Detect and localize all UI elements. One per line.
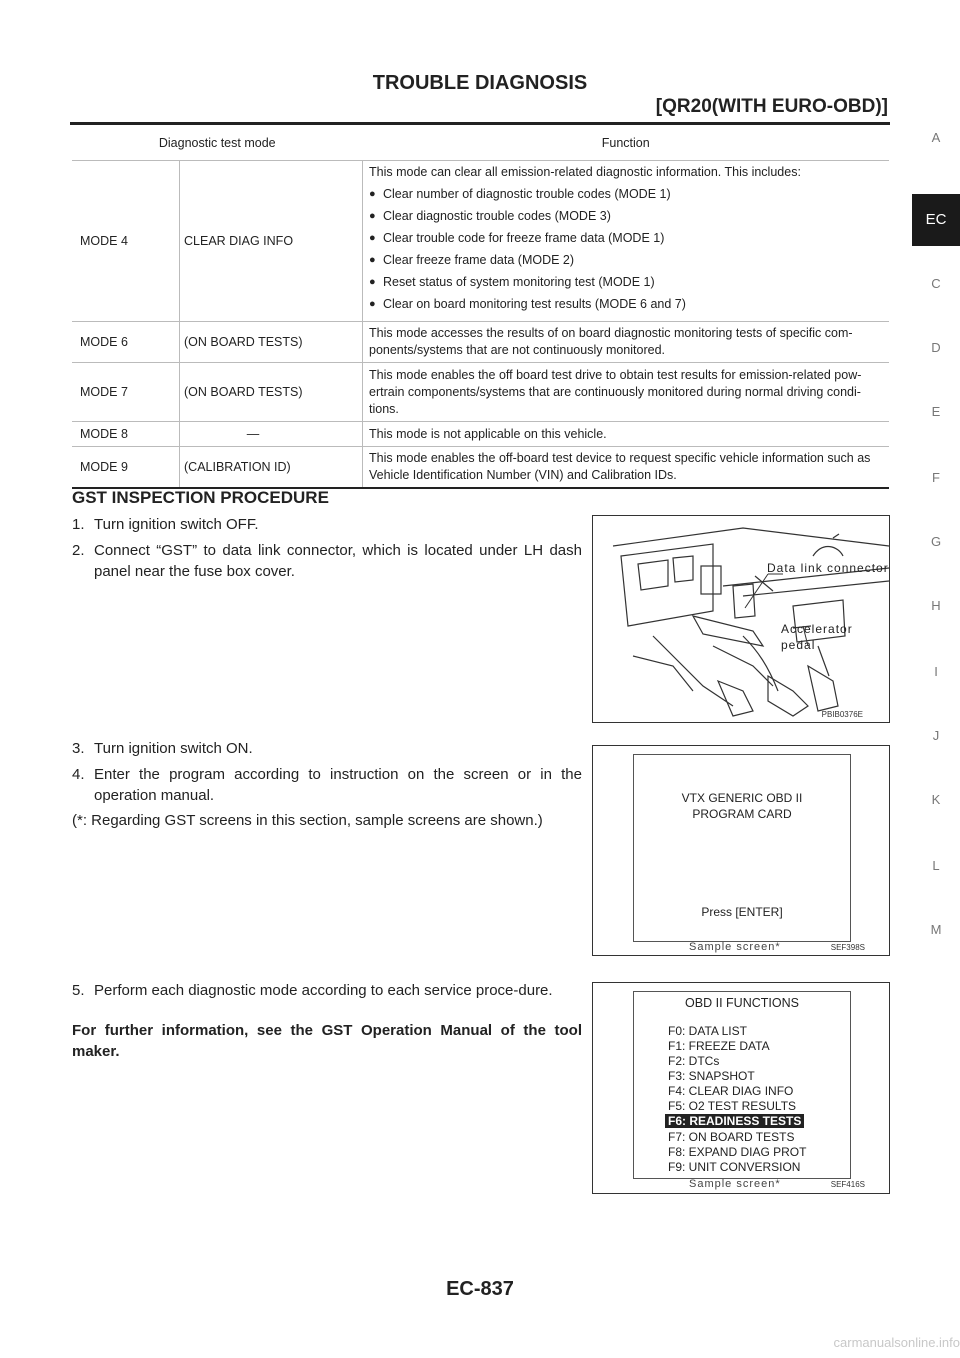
table-row [72, 422, 889, 447]
section-heading: GST INSPECTION PROCEDURE [72, 488, 329, 507]
menu-item-f6-highlighted: F6: READINESS TESTS [665, 1114, 804, 1128]
bullet-item: ● Clear trouble code for freeze frame data (MODE 1) [369, 230, 885, 247]
screen-title: OBD II FUNCTIONS [685, 996, 799, 1010]
page-title: TROUBLE DIAGNOSIS [372, 72, 588, 94]
menu-item-f5: F5: O2 TEST RESULTS [668, 1099, 797, 1113]
step-text: Enter the program according to instruction on the screen or in the operation manual. [94, 766, 582, 804]
data-link-connector-label: Data link connector [767, 561, 889, 575]
step-text: Connect “GST” to data link connector, which is located under LH dash panel near the fuse box cover. [94, 542, 582, 580]
index-h[interactable]: H [931, 598, 941, 613]
header-rule [70, 122, 890, 125]
pedal-label: pedal [781, 638, 816, 652]
menu-item-f3: F3: SNAPSHOT [668, 1069, 755, 1083]
mode-name-cell: CLEAR DIAG INFO [180, 161, 363, 322]
step-number: 3. [72, 740, 85, 757]
obd-functions-figure [592, 982, 890, 1194]
function-cell: This mode accesses the results of on board diagnostic monitoring tests of specific com-ponents/systems that are not continuously monitored. [363, 322, 890, 363]
index-m[interactable]: M [930, 922, 942, 937]
header-function: Function [601, 135, 650, 150]
figure-code: PBIB0376E [821, 710, 863, 719]
index-a[interactable]: A [931, 130, 941, 145]
index-i[interactable]: I [934, 664, 938, 679]
screen-prompt: Press [ENTER] [701, 905, 783, 919]
bold-note: For further information, see the GST Operation Manual of the tool maker. [72, 1022, 582, 1060]
mode-name-cell: — [180, 422, 363, 447]
gst-screen [633, 754, 851, 942]
index-e[interactable]: E [931, 404, 941, 419]
step-text: Turn ignition switch OFF. [94, 516, 259, 533]
function-cell: This mode enables the off-board test device to request specific vehicle information such as Vehicle Identification Number (VIN) and Calibration IDs. [363, 447, 890, 489]
step-3 [72, 738, 582, 759]
index-j[interactable]: J [932, 728, 940, 743]
menu-item-f8: F8: EXPAND DIAG PROT [668, 1145, 807, 1159]
step-1 [72, 514, 582, 535]
page-number: EC-837 [446, 1278, 514, 1300]
mode-cell: MODE 9 [72, 447, 180, 489]
mode-cell: MODE 4 [72, 161, 180, 322]
step-number: 5. [72, 982, 85, 999]
index-l[interactable]: L [932, 858, 940, 873]
step-5 [72, 980, 582, 1001]
step-2 [72, 540, 582, 582]
screen-line-1: VTX GENERIC OBD II [681, 791, 803, 805]
menu-item-f1: F1: FREEZE DATA [668, 1039, 770, 1053]
dash-illustration [592, 515, 890, 723]
bullet-item: ● Clear number of diagnostic trouble codes (MODE 1) [369, 186, 885, 203]
accelerator-label: Accelerator [781, 622, 853, 636]
index-f[interactable]: F [932, 470, 940, 485]
step-4 [72, 764, 582, 806]
mode-name-cell: (ON BOARD TESTS) [180, 322, 363, 363]
note-text: (*: Regarding GST screens in this section, sample screens are shown.) [72, 812, 543, 829]
table-row [72, 161, 889, 322]
page-subtitle: [QR20(WITH EURO-OBD)] [655, 96, 888, 117]
bullet-item: ● Clear diagnostic trouble codes (MODE 3) [369, 208, 885, 225]
bullet-item: ● Clear freeze frame data (MODE 2) [369, 252, 885, 269]
table-row [72, 447, 889, 489]
step-text: Perform each diagnostic mode according to each service proce-dure. [94, 982, 553, 999]
figure-code: SEF416S [830, 1180, 865, 1189]
function-intro: This mode can clear all emission-related diagnostic information. This includes: [369, 165, 801, 179]
diagnostic-mode-table [72, 126, 889, 489]
index-k[interactable]: K [931, 792, 941, 807]
mode-name-cell: (ON BOARD TESTS) [180, 363, 363, 422]
mode-cell: MODE 6 [72, 322, 180, 363]
header-mode: Diagnostic test mode [158, 135, 276, 150]
program-card-figure [592, 745, 890, 956]
gst-screen [633, 991, 851, 1179]
menu-item-f7: F7: ON BOARD TESTS [668, 1130, 795, 1144]
watermark: carmanualsonline.info [833, 1335, 960, 1350]
index-ec[interactable]: EC [912, 194, 960, 246]
mode-name-cell: (CALIBRATION ID) [180, 447, 363, 489]
table-row [72, 363, 889, 422]
step-number: 1. [72, 516, 85, 533]
function-cell [363, 161, 890, 322]
mode-cell: MODE 8 [72, 422, 180, 447]
table-header-row [72, 126, 889, 161]
menu-item-f4: F4: CLEAR DIAG INFO [668, 1084, 794, 1098]
menu-item-f9: F9: UNIT CONVERSION [668, 1160, 801, 1174]
step-text: Turn ignition switch ON. [94, 740, 253, 757]
figure-code: SEF398S [830, 943, 865, 952]
function-cell: This mode enables the off board test drive to obtain test results for emission-related pow-ertrain components/systems that are continuously monitored during normal driving condi-tions. [363, 363, 890, 422]
menu-item-f0: F0: DATA LIST [668, 1024, 747, 1038]
step-number: 4. [72, 766, 85, 783]
table-row [72, 322, 889, 363]
index-g[interactable]: G [930, 534, 942, 549]
bullet-item: ● Reset status of system monitoring test (MODE 1) [369, 274, 885, 291]
mode-cell: MODE 7 [72, 363, 180, 422]
bullet-item: ● Clear on board monitoring test results (MODE 6 and 7) [369, 296, 885, 313]
figure-caption: Sample screen* [689, 1178, 781, 1190]
index-c[interactable]: C [931, 276, 941, 291]
menu-item-f2: F2: DTCs [668, 1054, 720, 1068]
screen-line-2: PROGRAM CARD [692, 807, 792, 821]
step-number: 2. [72, 542, 85, 559]
function-cell: This mode is not applicable on this vehicle. [363, 422, 890, 447]
index-d[interactable]: D [931, 340, 941, 355]
dashboard-drawing [593, 516, 889, 722]
figure-caption: Sample screen* [689, 941, 781, 953]
